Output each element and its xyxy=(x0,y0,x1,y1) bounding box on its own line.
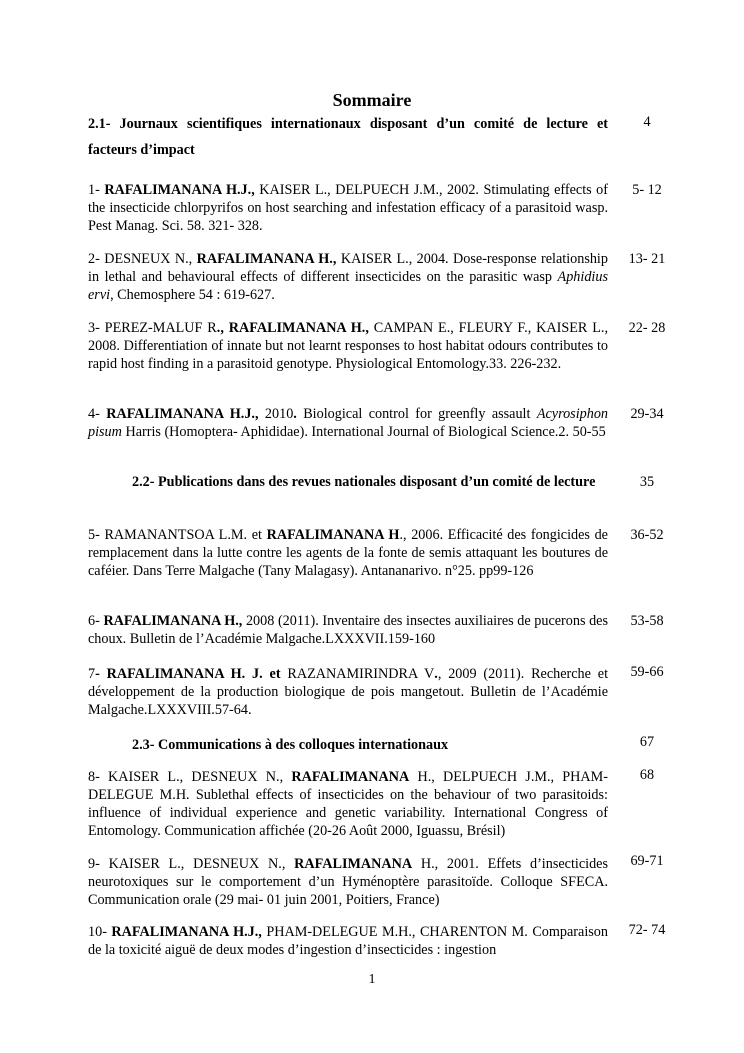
section-page-2-2: 35 xyxy=(639,474,655,490)
author-highlight: RAFALIMANANA H.J., xyxy=(111,924,262,940)
citation-text: , 2009 (2011). Recherche et développement de la production biologique de pois mangetout. Bulletin de l’Académie Malgache.LXXXVIII.57-64. xyxy=(88,666,609,718)
page-number: 1 xyxy=(368,972,376,987)
author-highlight: ., RAFALIMANANA H., xyxy=(216,320,369,336)
citation-text: 2- DESNEUX N., xyxy=(88,251,197,267)
citation-text: PHAM-DELEGUE M.H., CHARENTON M. Comparaison de la toxicité aiguë de deux modes d’ingestion d’insecticides : ingestion xyxy=(88,924,608,958)
citation-text: ., 2006. Efficacité des fongicides de remplacement dans la lutte contre les agents de la fonte de semis attaquant les boutures de caféier. Dans Terre Malgache (Tany Malagasy). Antananarivo. n°25. pp99-126 xyxy=(88,527,608,579)
reference-entry-6 xyxy=(88,612,608,648)
entry-pages-8: 68 xyxy=(639,767,655,783)
citation-text: , Chemosphere 54 : 619-627. xyxy=(110,287,275,303)
entry-pages-6: 53-58 xyxy=(630,613,664,629)
citation-text: KAISER L., DELPUECH J.M., 2002. Stimulating effects of the insecticide chlorpyrifos on host searching and infestation efficacy of a parasitoid wasp. Pest Manag. Sci. 58. 321- 328. xyxy=(88,182,608,234)
section-number: 2.1- xyxy=(88,116,111,132)
section-heading-2-3 xyxy=(88,736,652,754)
section-title: Journaux scientifiques internationaux disposant d’un comité de lecture et facteurs d’impact xyxy=(88,116,609,158)
entry-text xyxy=(88,612,608,648)
citation-text: 6- xyxy=(88,613,104,629)
entry-text xyxy=(88,250,608,304)
entry-pages-10: 72- 74 xyxy=(628,922,666,938)
author-highlight: RAFALIMANANA H., xyxy=(196,251,337,267)
citation-text: RAZANAMIRINDRA V xyxy=(280,666,435,682)
citation-text: 2008 (2011). Inventaire des insectes auxiliaires de pucerons des choux. Bulletin de l’Académie Malgache.LXXXVII.159-160 xyxy=(88,613,608,647)
entry-text xyxy=(88,855,608,909)
reference-entry-5 xyxy=(88,526,608,580)
section-title: Communications à des colloques internationaux xyxy=(158,737,449,753)
citation-text: 7 xyxy=(88,666,96,682)
citation-text: H., DELPUECH J.M., PHAM-DELEGUE M.H. Sublethal effects of insecticides on the behaviour of two parasitoids: influence of individual experience and genetic variability. International Congress of Entomology. Communication affichée (20-26 Août 2000, Iguassu, Brésil) xyxy=(88,769,608,839)
entry-pages-5: 36-52 xyxy=(630,527,664,543)
citation-text: H., 2001. Effets d’insecticides neurotoxiques sur le comportement d’un Hyménoptère parasitoïde. Colloque SFECA. Communication orale (29 mai- 01 juin 2001, Poitiers, France) xyxy=(88,856,608,908)
section-heading-2-2 xyxy=(88,473,608,491)
citation-text: Harris (Homoptera- Aphididae). International Journal of Biological Science.2. 50-55 xyxy=(121,424,606,440)
section-number: 2.2- xyxy=(132,474,155,490)
citation-text: 9- KAISER L., DESNEUX N., xyxy=(88,856,295,872)
entry-pages-7: 59-66 xyxy=(630,664,664,680)
page-title: Sommaire xyxy=(332,90,412,110)
author-highlight: RAFALIMANANA xyxy=(294,856,413,872)
species-name: Acyrosiphon pisum xyxy=(88,406,609,440)
reference-entry-4 xyxy=(88,405,608,441)
entry-text xyxy=(88,665,608,719)
citation-text: 3- PEREZ-MALUF R xyxy=(88,320,217,336)
entry-text xyxy=(88,319,608,373)
species-name: Aphidius ervi xyxy=(88,269,608,303)
entry-pages-1: 5- 12 xyxy=(632,182,662,198)
reference-entry-3 xyxy=(88,319,608,373)
section-number: 2.3- xyxy=(132,737,155,753)
entry-text xyxy=(88,768,608,840)
citation-text: 5- RAMANANTSOA L.M. et xyxy=(88,527,267,543)
citation-text: Biological control for greenfly assault xyxy=(296,406,537,422)
author-highlight: . xyxy=(293,406,297,422)
entry-text xyxy=(88,526,608,580)
reference-entry-2 xyxy=(88,250,608,304)
citation-text: 10- xyxy=(88,924,112,940)
citation-text: 8- KAISER L., DESNEUX N., xyxy=(88,769,292,785)
author-highlight: RAFALIMANANA H xyxy=(266,527,400,543)
entry-text xyxy=(88,181,608,235)
author-highlight: RAFALIMANANA H., xyxy=(103,613,243,629)
entry-text xyxy=(88,405,608,441)
section-page-2-1: 4 xyxy=(643,114,651,130)
citation-text: 1- xyxy=(88,182,105,198)
entry-pages-4: 29-34 xyxy=(630,406,664,422)
section-heading-2-1 xyxy=(88,111,608,163)
citation-text: 2010 xyxy=(258,406,294,422)
entry-pages-9: 69-71 xyxy=(630,853,664,869)
section-page-2-3: 67 xyxy=(639,734,655,750)
citation-text: KAISER L., 2004. Dose-response relationship in lethal and behavioural effects of different insecticides on the parasitic wasp xyxy=(88,251,608,285)
author-highlight: RAFALIMANANA H.J., xyxy=(106,406,259,422)
reference-entry-1 xyxy=(88,181,608,235)
entry-pages-2: 13- 21 xyxy=(628,251,666,267)
section-title: Publications dans des revues nationales disposant d’un comité de lecture xyxy=(158,474,596,490)
author-highlight: . xyxy=(434,666,438,682)
reference-entry-9 xyxy=(88,855,608,909)
author-highlight: - RAFALIMANANA H. J. et xyxy=(95,666,281,682)
entry-text xyxy=(88,923,608,959)
author-highlight: RAFALIMANANA H.J., xyxy=(104,182,255,198)
citation-text: CAMPAN E., FLEURY F., KAISER L., 2008. Differentiation of innate but not learnt responses to host habitat odours contributes to rapid host finding in a parasitoid genotype. Physiological Entomology.33. 226-232. xyxy=(88,320,608,372)
reference-entry-10 xyxy=(88,923,608,959)
author-highlight: RAFALIMANANA xyxy=(291,769,410,785)
reference-entry-8 xyxy=(88,768,608,840)
reference-entry-7 xyxy=(88,665,608,719)
citation-text: 4- xyxy=(88,406,107,422)
entry-pages-3: 22- 28 xyxy=(628,320,666,336)
